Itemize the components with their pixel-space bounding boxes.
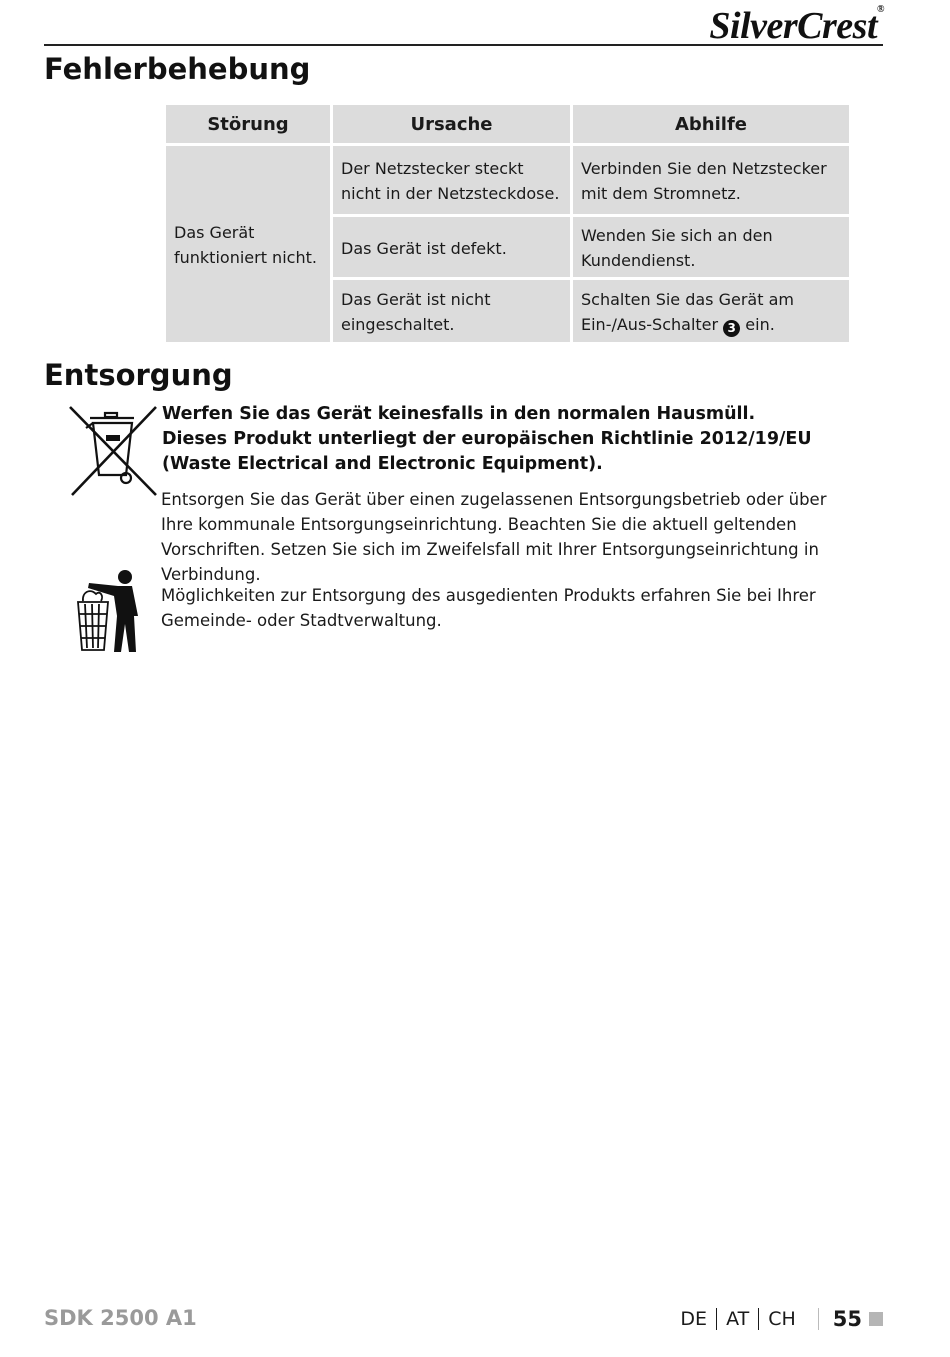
remedy-cell: Wenden Sie sich an den Kundendienst.: [572, 216, 851, 279]
cause-cell: Der Netzstecker steckt nicht in der Netzsteckdose.: [332, 145, 572, 216]
header-rule: [44, 44, 883, 46]
brand-logo: [709, 4, 884, 48]
tidy-man-icon: [74, 568, 144, 654]
column-header-remedy: Abhilfe: [572, 104, 851, 145]
page-number: 55: [832, 1307, 862, 1331]
country-de: DE: [680, 1308, 708, 1330]
cause-cell: Das Gerät ist nicht eingeschaltet.: [332, 279, 572, 344]
table-header-row: [165, 104, 851, 145]
table-row: [165, 145, 851, 216]
country-at: AT: [726, 1308, 750, 1330]
page-marker: [869, 1312, 883, 1326]
troubleshooting-heading: Fehlerbehebung: [44, 52, 311, 86]
disposal-warning: [162, 402, 862, 477]
remedy-text: Schalten Sie das Gerät am Ein-/Aus-Schalter: [581, 290, 794, 334]
divider: [716, 1308, 717, 1330]
problem-cell: Das Gerät funktioniert nicht.: [165, 145, 332, 344]
remedy-cell: [572, 279, 851, 344]
divider: [818, 1308, 819, 1330]
divider: [758, 1308, 759, 1330]
disposal-info-paragraph: Möglichkeiten zur Entsorgung des ausgedienten Produkts erfahren Sie bei Ihrer Gemeinde- oder Stadtverwaltung.: [161, 586, 816, 630]
crossed-out-wheelie-bin-icon: [68, 405, 158, 497]
disposal-paragraph: Entsorgen Sie das Gerät über einen zugelassenen Entsorgungsbetrieb oder über Ihre kommunale Entsorgungseinrichtung. Beachten Sie die aktuell geltenden Vorschriften. Setzen Sie sich im Zweifelsfall mit Ihrer Entsorgungseinrichtung in Verbindung.: [161, 490, 827, 584]
column-header-cause: Ursache: [332, 104, 572, 145]
warning-line: Werfen Sie das Gerät keinesfalls in den normalen Hausmüll.: [162, 404, 756, 424]
model-number: SDK 2500 A1: [44, 1306, 197, 1330]
part-number-badge: 3: [723, 320, 740, 337]
warning-line: (Waste Electrical and Electronic Equipment).: [162, 454, 603, 474]
column-header-fault: Störung: [165, 104, 332, 145]
cause-cell: Das Gerät ist defekt.: [332, 216, 572, 279]
country-ch: CH: [768, 1308, 796, 1330]
warning-line: Dieses Produkt unterliegt der europäischen Richtlinie 2012/19/EU: [162, 429, 812, 449]
remedy-text-end: ein.: [745, 315, 775, 334]
disposal-heading: Entsorgung: [44, 358, 233, 392]
troubleshooting-table: [163, 102, 852, 345]
brand-name: SilverCrest: [709, 5, 878, 47]
registered-mark: ®: [877, 4, 884, 15]
remedy-cell: Verbinden Sie den Netzstecker mit dem Stromnetz.: [572, 145, 851, 216]
footer-right: [680, 1307, 883, 1331]
